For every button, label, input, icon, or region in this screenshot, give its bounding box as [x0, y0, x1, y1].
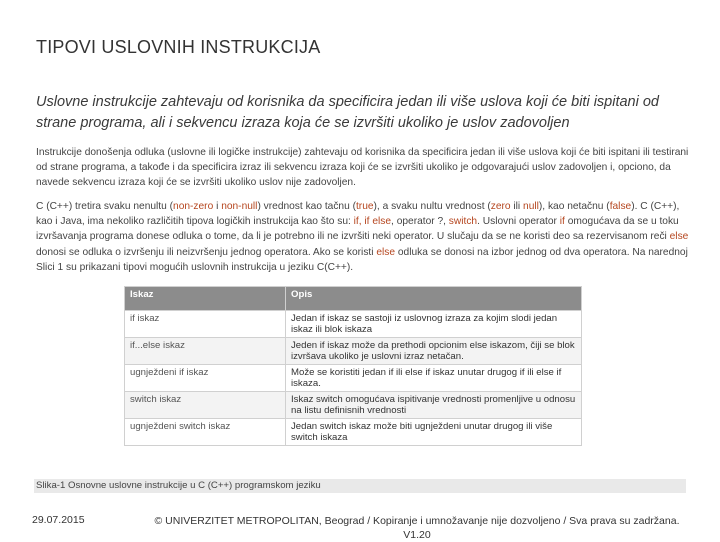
footer-date: 29.07.2015 [32, 514, 85, 526]
keyword-highlight: else [376, 246, 396, 258]
keyword-highlight: true [355, 201, 374, 212]
paragraph-cpp [36, 199, 696, 275]
figure-caption: Slika-1 Osnovne uslovne instrukcije u C (C++) programskom jeziku [34, 479, 686, 493]
paragraph-intro: Instrukcije donošenja odluka (uslovne ili logičke instrukcije) zahtevaju od korisnika da specificira jedan ili više uslova koji će biti ispitani ili testirani od strane programa, a takođe i da specificira izraz ili sekvencu izraza koji će se izvršiti ukoliko je odgovarajući uslov zadovoljen i, opciono, da navede sekvencu izraza koji će se izvršiti ukoliko uslov nije zadovoljen. [36, 147, 689, 189]
text-run: odluka se donosi na izbor jednog od dva operatora. Na narednoj Slici 1 su prikazani tipovi mogućih uslovnih instrukcija u jeziku C(C++). [36, 246, 688, 273]
keyword-highlight: false [609, 201, 632, 212]
header-iskaz: Iskaz [125, 287, 286, 311]
keyword-highlight: non-zero [173, 201, 214, 212]
text-run: ) vrednost kao tačnu ( [257, 201, 356, 212]
text-run: ), a svaku nultu vrednost ( [373, 201, 491, 212]
cell-opis: Jeden if iskaz može da prethodi opcionim else iskazom, čiji se blok izvršava ukoliko je uslovni izraz netačan. [286, 338, 582, 365]
text-run: ). C (C++), kao i Java, ima nekoliko različitih tipova logičkih instrukcija kao što su: [36, 201, 680, 228]
cell-opis: Jedan switch iskaz može biti ugnježdeni unutar drugog ili više switch iskaza [286, 419, 582, 446]
keyword-highlight: if, if else [353, 216, 392, 228]
cell-opis: Može se koristiti jedan if ili else if iskaz unutar drugog if ili else if iskaza. [286, 365, 582, 392]
text-run: donosi se odluka o izvršenju ili neizvršenju jednog operatora. Ako se koristi [36, 246, 377, 258]
cell-iskaz: if...else iskaz [125, 338, 286, 365]
keyword-highlight: switch [448, 216, 478, 228]
text-run: i [213, 201, 222, 212]
text-run: , operator ?, [391, 216, 449, 228]
keyword-highlight: non-null [221, 201, 258, 212]
keyword-highlight: zero [490, 201, 511, 212]
header-opis: Opis [286, 287, 582, 311]
cell-iskaz: ugnježdeni switch iskaz [125, 419, 286, 446]
slide-subtitle: Uslovne instrukcije zahtevaju od korisnika da specificira jedan ili više uslova koji će biti ispitani od strane programa, ali i sekvencu izraza koja će se izvršiti ukoliko je uslov zadovoljen [36, 94, 659, 131]
table-row [125, 365, 582, 392]
footer-copyright: © UNIVERZITET METROPOLITAN, Beograd / Kopiranje i umnožavanje nije dozvoljeno / Sva prava su zadržana. V1.20 [154, 515, 680, 541]
cell-opis: Iskaz switch omogućava ispitivanje vrednosti promenljive u odnosu na listu definisnih vrednosti [286, 392, 582, 419]
text-run: . Uslovni operator [477, 216, 560, 228]
cell-iskaz: switch iskaz [125, 392, 286, 419]
text-run: omogućava da se u toku izvršavanja programa donese odluka o tome, da li je potrebno ili ne izvršiti neki operator. U slučaju da se ne koristi deo sa rezervisanom reči [36, 216, 679, 243]
cell-iskaz: ugnježdeni if iskaz [125, 365, 286, 392]
table-row [125, 419, 582, 446]
keyword-highlight: if [559, 216, 565, 228]
text-run: C (C++) tretira svaku nenultu ( [36, 201, 174, 212]
text-run: ), kao netačnu ( [538, 201, 610, 212]
conditional-statements-table [124, 286, 582, 446]
cell-iskaz: if iskaz [125, 311, 286, 338]
slide-title: TIPOVI USLOVNIH INSTRUKCIJA [36, 37, 321, 57]
table-header-row [125, 287, 582, 311]
text-run: ili [510, 201, 524, 212]
keyword-highlight: null [523, 201, 539, 212]
cell-opis: Jedan if iskaz se sastoji iz uslovnog izraza za kojim slodi jedan iskaz ili blok iskaza [286, 311, 582, 338]
table-row [125, 338, 582, 365]
table-row [125, 392, 582, 419]
table-row [125, 311, 582, 338]
keyword-highlight: else [669, 231, 689, 243]
